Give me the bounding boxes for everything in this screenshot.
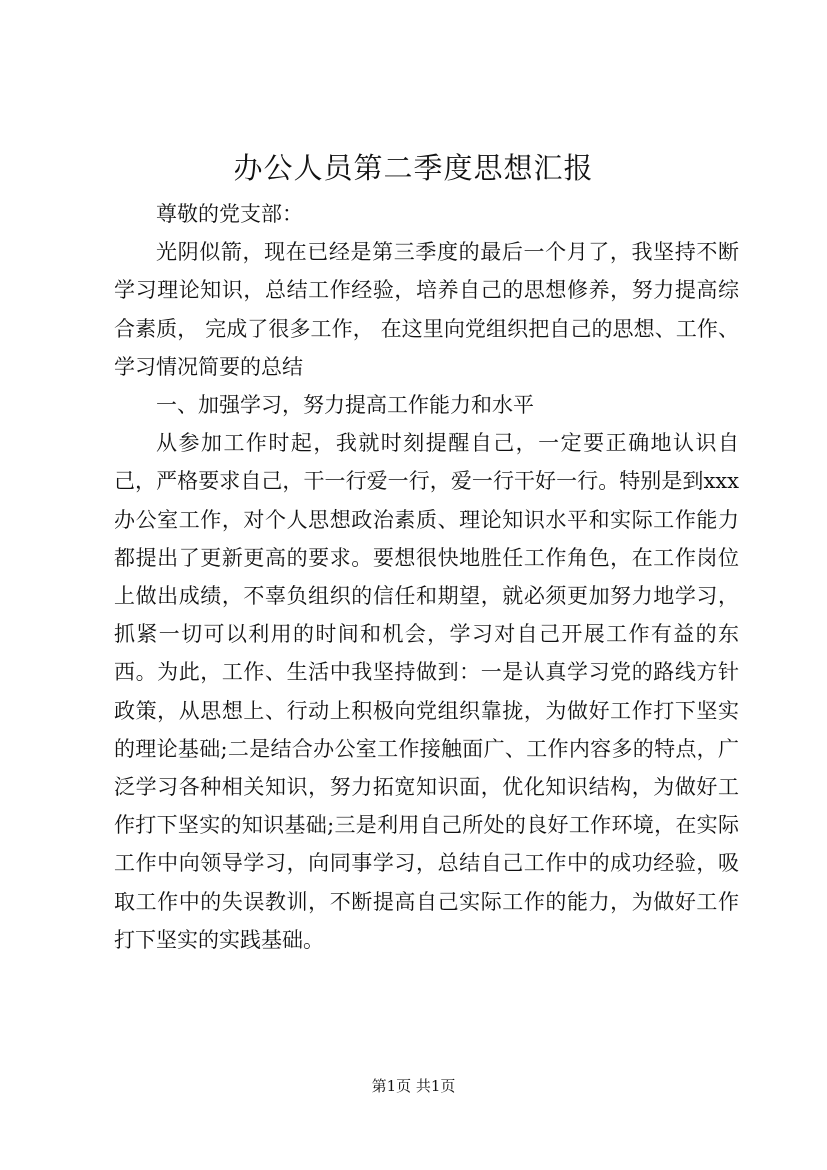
paragraph-body: 从参加工作时起，我就时刻提醒自己，一定要正确地认识自己，严格要求自己，干一行爱一行，爱一行干好一行。特别是到xxx办公室工作，对个人思想政治素质、理论知识水平和实际工作能力都提出了更新更高的要求。要想很快地胜任工作角色，在工作岗位上做出成绩，不辜负组织的信任和期望，就必须更加努力地学习，抓紧一切可以利用的时间和机会，学习对自己开展工作有益的东西。为此，工作、生活中我坚持做到：一是认真学习党的路线方针政策，从思想上、行动上积极向党组织靠拢，为做好工作打下坚实的理论基础;二是结合办公室工作接触面广、工作内容多的特点，广泛学习各种相关知识，努力拓宽知识面，优化知识结构，为做好工作打下坚实的知识基础;三是利用自己所处的良好工作环境，在实际工作中向领导学习，向同事学习，总结自己工作中的成功经验，吸取工作中的失误教训，不断提高自己实际工作的能力，为做好工作打下坚实的实践基础。: [114, 431, 739, 952]
salutation: 尊敬的党支部：: [156, 202, 303, 226]
section-heading: 一、加强学习，努力提高工作能力和水平: [156, 393, 534, 418]
document-body: [114, 195, 739, 959]
document-title: 办公人员第二季度思想汇报: [233, 151, 594, 185]
paragraph-intro: 光阴似箭，现在已经是第三季度的最后一个月了，我坚持不断学习理论知识，总结工作经验，培养自己的思想修养，努力提高综合素质， 完成了很多工作， 在这里向党组织把自己的思想、工作、学习情况简要的总结: [114, 240, 739, 379]
page-footer: 第1页 共1页: [371, 1077, 456, 1095]
